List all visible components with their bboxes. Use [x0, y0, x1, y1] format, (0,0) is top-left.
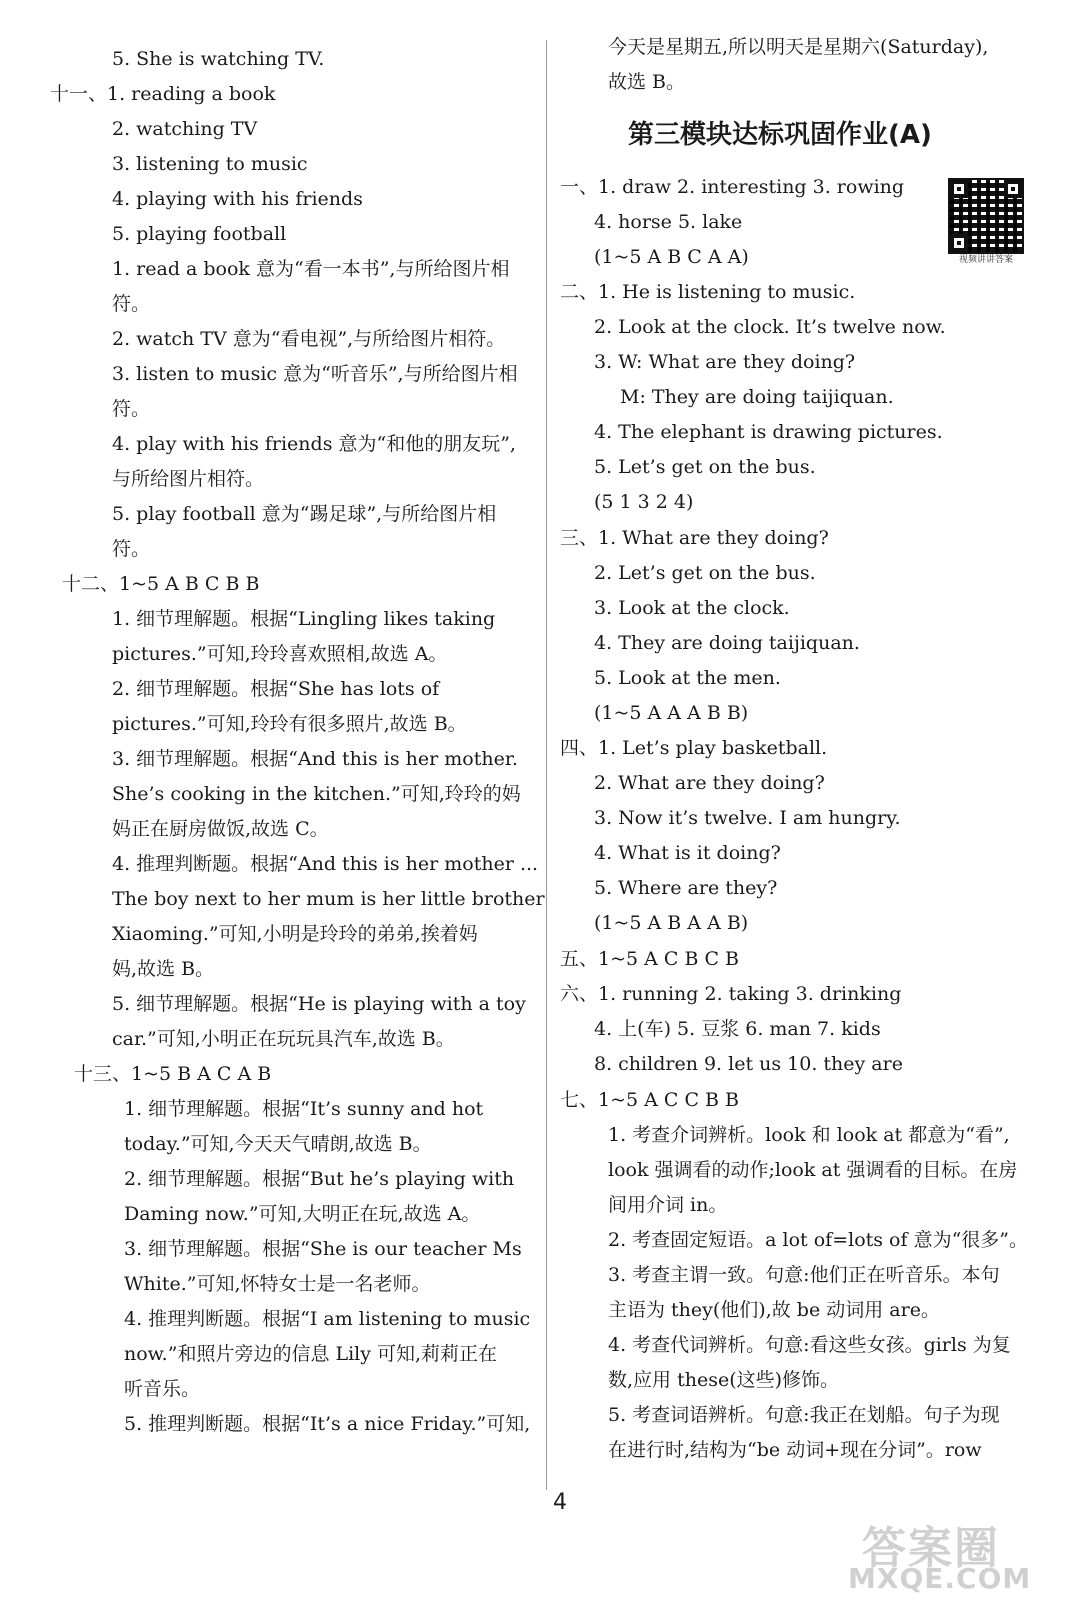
explanation-line: 3. 细节理解题。根据“And this is her mother.	[112, 748, 518, 770]
explanation-line: today.”可知,今天天气晴朗,故选 B。	[124, 1133, 432, 1155]
explanation-line: 妈正在厨房做饭,故选 C。	[112, 818, 329, 840]
explanation-line: 2. watch TV 意为“看电视”,与所给图片相符。	[112, 328, 506, 350]
explanation-line: pictures.”可知,玲玲有很多照片,故选 B。	[112, 713, 467, 735]
section-heading-1: 一、1. draw 2. interesting 3. rowing	[560, 176, 905, 198]
explanation-line: 间用介词 in。	[608, 1194, 728, 1216]
explanation-line: 5. 推理判断题。根据“It’s a nice Friday.”可知,	[124, 1413, 531, 1435]
answer-line: 3. Now it’s twelve. I am hungry.	[594, 807, 901, 829]
section-heading-3: 三、1. What are they doing?	[560, 527, 829, 549]
explanation-line: 符。	[112, 293, 151, 315]
explanation-line: 符。	[112, 398, 151, 420]
answer-line: 2. watching TV	[112, 118, 258, 140]
explanation-line: 1. 细节理解题。根据“Lingling likes taking	[112, 608, 496, 630]
explanation-line: 1. 细节理解题。根据“It’s sunny and hot	[124, 1098, 484, 1120]
answer-line: 4. 上(车) 5. 豆浆 6. man 7. kids	[594, 1018, 881, 1040]
explanation-line: 5. 细节理解题。根据“He is playing with a toy	[112, 993, 526, 1015]
answer-line: (1~5 A A A B B)	[594, 702, 749, 724]
qr-finder	[950, 234, 968, 252]
section-heading-5: 五、1~5 A C B C B	[560, 948, 740, 970]
answer-line: (1~5 A B C A A)	[594, 246, 749, 268]
answer-line: 5. She is watching TV.	[112, 48, 325, 70]
answer-line: 5. Let’s get on the bus.	[594, 456, 816, 478]
qr-finder	[950, 180, 968, 198]
column-divider	[546, 40, 547, 1490]
section-heading-4: 四、1. Let’s play basketball.	[560, 737, 828, 759]
answer-line: 3. W: What are they doing?	[594, 351, 856, 373]
explanation-line: 2. 细节理解题。根据“She has lots of	[112, 678, 440, 700]
explanation-line: 与所给图片相符。	[112, 468, 265, 490]
module-title: 第三模块达标巩固作业(A)	[628, 120, 932, 150]
answer-line: 5. playing football	[112, 223, 287, 245]
explanation-line: 4. 推理判断题。根据“And this is her mother ...	[112, 853, 539, 875]
explanation-line: She’s cooking in the kitchen.”可知,玲玲的妈	[112, 783, 521, 805]
explanation-line: 5. play football 意为“踢足球”,与所给图片相	[112, 503, 497, 525]
explanation-line: Daming now.”可知,大明正在玩,故选 A。	[124, 1203, 481, 1225]
answer-line: 4. playing with his friends	[112, 188, 363, 210]
watermark-text: 答案圈	[862, 1523, 1000, 1574]
watermark-url: MXQE.COM	[848, 1562, 1032, 1595]
explanation-line: 故选 B。	[608, 71, 686, 93]
answer-line: 5. Where are they?	[594, 877, 778, 899]
explanation-line: car.”可知,小明正在玩玩具汽车,故选 B。	[112, 1028, 455, 1050]
explanation-line: 4. play with his friends 意为“和他的朋友玩”,	[112, 433, 516, 455]
explanation-line: The boy next to her mum is her little brother	[112, 888, 545, 910]
section-heading-12: 十二、1~5 A B C B B	[62, 573, 260, 595]
answer-line: 8. children 9. let us 10. they are	[594, 1053, 903, 1075]
explanation-line: 数,应用 these(这些)修饰。	[608, 1369, 840, 1391]
answer-line: 4. What is it doing?	[594, 842, 781, 864]
explanation-line: 3. listen to music 意为“听音乐”,与所给图片相	[112, 363, 518, 385]
explanation-line: 听音乐。	[124, 1378, 201, 1400]
explanation-line: White.”可知,怀特女士是一名老师。	[124, 1273, 431, 1295]
explanation-line: 今天是星期五,所以明天是星期六(Saturday),	[608, 36, 989, 58]
answer-line: 4. horse 5. lake	[594, 211, 743, 233]
qr-caption: 视频讲讲答案	[958, 255, 1013, 265]
watermark	[842, 1512, 1062, 1598]
explanation-line: now.”和照片旁边的信息 Lily 可知,莉莉正在	[124, 1343, 498, 1365]
answer-line: 2. Look at the clock. It’s twelve now.	[594, 316, 946, 338]
section-heading-7: 七、1~5 A C C B B	[560, 1089, 740, 1111]
qr-finder	[1004, 180, 1022, 198]
page-number: 4	[553, 1490, 567, 1515]
answer-line: 2. What are they doing?	[594, 772, 825, 794]
explanation-line: 3. 细节理解题。根据“She is our teacher Ms	[124, 1238, 522, 1260]
explanation-line: 3. 考查主谓一致。句意:他们正在听音乐。本句	[608, 1264, 1000, 1286]
explanation-line: Xiaoming.”可知,小明是玲玲的弟弟,挨着妈	[112, 923, 478, 945]
explanation-line: 妈,故选 B。	[112, 958, 215, 980]
answer-line: 4. The elephant is drawing pictures.	[594, 421, 943, 443]
explanation-line: 在进行时,结构为“be 动词+现在分词”。row	[608, 1439, 982, 1461]
explanation-line: 主语为 they(他们),故 be 动词用 are。	[608, 1299, 940, 1321]
section-heading-2: 二、1. He is listening to music.	[560, 281, 856, 303]
section-heading-6: 六、1. running 2. taking 3. drinking	[560, 983, 902, 1005]
explanation-line: 4. 考查代词辨析。句意:看这些女孩。girls 为复	[608, 1334, 1011, 1356]
explanation-line: 1. 考查介词辨析。look 和 look at 都意为“看”,	[608, 1124, 1010, 1146]
explanation-line: 1. read a book 意为“看一本书”,与所给图片相	[112, 258, 510, 280]
qr-code[interactable]	[948, 178, 1024, 254]
answer-line: (5 1 3 2 4)	[594, 491, 694, 513]
explanation-line: 符。	[112, 538, 151, 560]
explanation-line: 2. 考查固定短语。a lot of=lots of 意为“很多”。	[608, 1229, 1028, 1251]
answer-line: 3. listening to music	[112, 153, 308, 175]
section-heading-13: 十三、1~5 B A C A B	[74, 1063, 272, 1085]
explanation-line: look 强调看的动作;look at 强调看的目标。在房	[608, 1159, 1018, 1181]
answer-line: 4. They are doing taijiquan.	[594, 632, 860, 654]
explanation-line: pictures.”可知,玲玲喜欢照相,故选 A。	[112, 643, 448, 665]
answer-line: 3. Look at the clock.	[594, 597, 790, 619]
explanation-line: 2. 细节理解题。根据“But he’s playing with	[124, 1168, 515, 1190]
answer-line: M: They are doing taijiquan.	[620, 386, 894, 408]
explanation-line: 5. 考查词语辨析。句意:我正在划船。句子为现	[608, 1404, 1000, 1426]
answer-line: (1~5 A B A A B)	[594, 912, 749, 934]
answer-line: 5. Look at the men.	[594, 667, 781, 689]
answer-line: 2. Let’s get on the bus.	[594, 562, 816, 584]
section-heading-11: 十一、1. reading a book	[50, 83, 276, 105]
explanation-line: 4. 推理判断题。根据“I am listening to music	[124, 1308, 531, 1330]
